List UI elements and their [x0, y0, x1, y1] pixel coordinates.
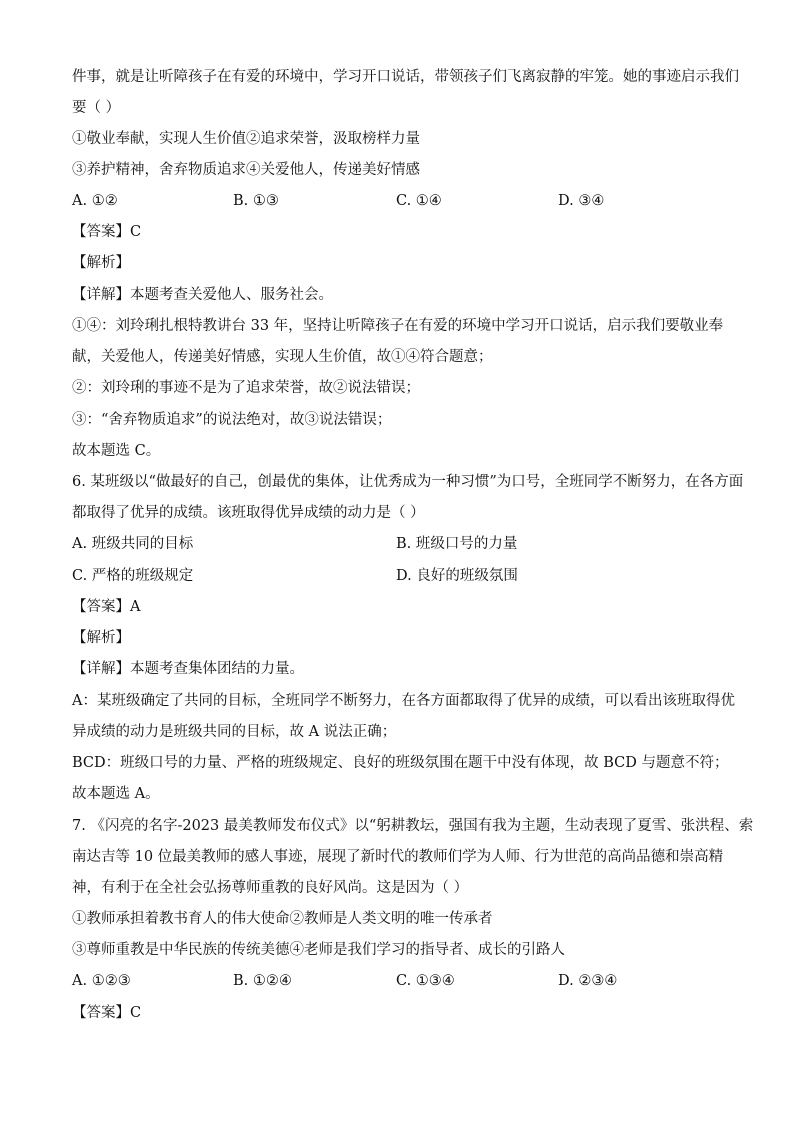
- q7-option-c: C. ①③④: [396, 973, 455, 989]
- q6-stem-line-2: 都取得了优异的成绩。该班取得优异成绩的动力是（ ）: [72, 505, 425, 521]
- q5-conclusion: 故本题选 C。: [72, 443, 161, 459]
- q5-option-b: B. ①③: [233, 193, 279, 209]
- q6-option-a: A. 班级共同的目标: [72, 536, 194, 552]
- q6-detail-line-1: A：某班级确定了共同的目标，全班同学不断努力，在各方面都取得了优异的成绩，可以看出该班取得优: [72, 693, 735, 709]
- q6-option-b: B. 班级口号的力量: [396, 536, 518, 552]
- q6-conclusion: 故本题选 A。: [72, 786, 160, 802]
- q7-stem-line-1: 7. 《闪亮的名字-2023 最美教师发布仪式》以“躬耕教坛，强国有我为主题，生动表现了夏雪、张洪程、索: [72, 818, 754, 834]
- q7-option-a: A. ①②③: [72, 973, 131, 989]
- q7-option-d: D. ②③④: [558, 973, 618, 989]
- q5-stem-line-2: 要（ ）: [72, 100, 121, 116]
- q6-detail-intro: 【详解】本题考查集体团结的力量。: [72, 661, 304, 677]
- q7-options: [72, 970, 722, 992]
- q7-statement-1-2: ①教师承担着教书育人的伟大使命②教师是人类文明的唯一传承者: [72, 911, 493, 927]
- q5-option-d: D. ③④: [558, 193, 605, 209]
- q7-stem-line-2: 南达吉等 10 位最美教师的感人事迹，展现了新时代的教师们学为人师、行为世范的高尚品德和崇高精: [72, 849, 724, 865]
- q5-options: [72, 190, 722, 212]
- q6-analysis-heading: 【解析】: [72, 630, 130, 646]
- q7-statement-3-4: ③尊师重教是中华民族的传统美德④老师是我们学习的指导者、成长的引路人: [72, 942, 565, 958]
- q7-stem-line-3: 神，有利于在全社会弘扬尊师重教的良好风尚。这是因为（ ）: [72, 880, 469, 896]
- q6-stem-line-1: 6. 某班级以“做最好的自己，创最优的集体，让优秀成为一种习惯”为口号，全班同学不断努力，在各方面: [72, 474, 744, 490]
- q5-statement-3-4: ③养护精神，舍弃物质追求④关爱他人，传递美好情感: [72, 162, 420, 178]
- q5-analysis-heading: 【解析】: [72, 255, 130, 271]
- q6-detail-line-3: BCD：班级口号的力量、严格的班级规定、良好的班级氛围在题干中没有体现，故 BCD 与题意不符；: [72, 755, 729, 771]
- q6-options-row-2: [72, 565, 722, 587]
- q5-detail-line-4: ③：“舍弃物质追求”的说法绝对，故③说法错误；: [72, 412, 392, 428]
- q6-options-row-1: [72, 533, 722, 555]
- q5-detail-intro: 【详解】本题考查关爱他人、服务社会。: [72, 287, 333, 303]
- q5-statement-1-2: ①敬业奉献，实现人生价值②追求荣誉，汲取榜样力量: [72, 131, 420, 147]
- q6-option-d: D. 良好的班级氛围: [396, 568, 518, 584]
- q5-detail-line-3: ②：刘玲琍的事迹不是为了追求荣誉，故②说法错误；: [72, 380, 420, 396]
- q5-detail-line-2: 献，关爱他人，传递美好情感，实现人生价值，故①④符合题意；: [72, 349, 493, 365]
- q6-detail-line-2: 异成绩的动力是班级共同的目标，故 A 说法正确；: [72, 724, 397, 740]
- q6-option-c: C. 严格的班级规定: [72, 568, 194, 584]
- q7-answer: 【答案】C: [72, 1005, 142, 1021]
- q5-option-c: C. ①④: [396, 193, 442, 209]
- q7-option-b: B. ①②④: [233, 973, 292, 989]
- q6-answer: 【答案】A: [72, 599, 141, 615]
- q5-option-a: A. ①②: [72, 193, 118, 209]
- q5-stem-line-1: 件事，就是让听障孩子在有爱的环境中，学习开口说话，带领孩子们飞离寂静的牢笼。她的事迹启示我们: [72, 69, 739, 85]
- q5-detail-line-1: ①④：刘玲琍扎根特教讲台 33 年，坚持让听障孩子在有爱的环境中学习开口说话，启示我们要敬业奉: [72, 318, 724, 334]
- q5-answer: 【答案】C: [72, 224, 142, 240]
